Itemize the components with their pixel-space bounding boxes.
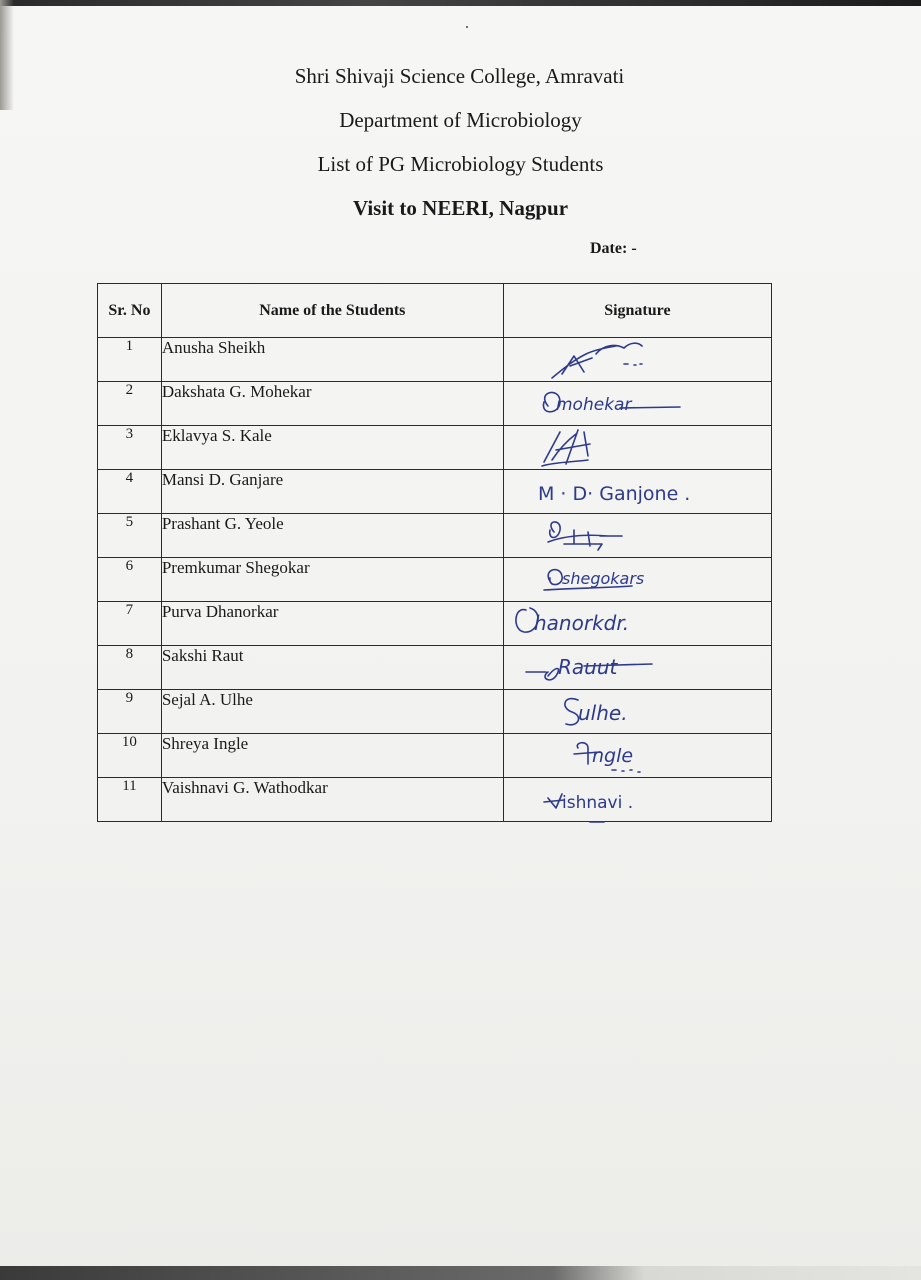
svg-text:mohekar: mohekar	[555, 395, 632, 415]
signature-image	[504, 778, 772, 821]
department-name: Department of Microbiology	[339, 108, 582, 132]
svg-text:ishnavi .: ishnavi .	[561, 793, 633, 813]
table-row	[98, 514, 772, 558]
column-header-name: Name of the Students	[161, 284, 503, 338]
svg-text:shegokars: shegokars	[561, 569, 645, 588]
signature-image	[504, 426, 772, 469]
signature-cell	[503, 734, 771, 778]
student-name: Purva Dhanorkar	[161, 602, 503, 646]
student-name: Anusha Sheikh	[161, 338, 503, 382]
table-row	[98, 426, 772, 470]
signature-image	[504, 646, 772, 689]
student-name: Sakshi Raut	[161, 646, 503, 690]
signature-image	[504, 382, 772, 425]
table-row	[98, 602, 772, 646]
table-row	[98, 690, 772, 734]
signature-image	[504, 470, 772, 513]
row-number: 9	[98, 690, 162, 734]
signature-cell	[503, 338, 771, 382]
row-number: 7	[98, 602, 162, 646]
svg-text:M · D· Ganjone .: M · D· Ganjone .	[537, 483, 691, 505]
row-number: 1	[98, 338, 162, 382]
scan-shadow-left	[0, 0, 14, 110]
signature-cell	[503, 778, 771, 822]
row-number: 11	[98, 778, 162, 822]
signature-image	[504, 690, 772, 733]
row-number: 3	[98, 426, 162, 470]
signature-cell	[503, 690, 771, 734]
svg-text:hanorkdr.: hanorkdr.	[533, 611, 629, 635]
signature-cell	[503, 558, 771, 602]
list-title: List of PG Microbiology Students	[317, 152, 604, 176]
student-name: Premkumar Shegokar	[161, 558, 503, 602]
signature-image	[504, 514, 772, 557]
students-table	[97, 283, 772, 822]
signature-image	[504, 602, 772, 645]
student-name: Sejal A. Ulhe	[161, 690, 503, 734]
row-number: 8	[98, 646, 162, 690]
column-header-sr-no: Sr. No	[98, 284, 162, 338]
student-name: Dakshata G. Mohekar	[161, 382, 503, 426]
signature-cell	[503, 514, 771, 558]
table-row	[98, 646, 772, 690]
table-row	[98, 778, 772, 822]
student-name: Eklavya S. Kale	[161, 426, 503, 470]
table-row	[98, 470, 772, 514]
table-row	[98, 558, 772, 602]
table-header-row	[98, 284, 772, 338]
student-name: Mansi D. Ganjare	[161, 470, 503, 514]
row-number: 2	[98, 382, 162, 426]
svg-text:Rauut: Rauut	[557, 655, 618, 679]
signature-image	[504, 338, 772, 381]
column-header-signature: Signature	[503, 284, 771, 338]
row-number: 5	[98, 514, 162, 558]
signature-cell	[503, 602, 771, 646]
signature-cell	[503, 382, 771, 426]
signature-cell	[503, 646, 771, 690]
signature-cell	[503, 426, 771, 470]
student-name: Prashant G. Yeole	[161, 514, 503, 558]
date-label: Date: -	[590, 240, 637, 257]
scan-edge-top	[0, 0, 921, 6]
signature-image	[504, 734, 772, 777]
student-name: Vaishnavi G. Wathodkar	[161, 778, 503, 822]
table-row	[98, 382, 772, 426]
row-number: 6	[98, 558, 162, 602]
row-number: 10	[98, 734, 162, 778]
svg-text:ngle: ngle	[591, 745, 633, 767]
signature-cell	[503, 470, 771, 514]
college-name: Shri Shivaji Science College, Amravati	[294, 64, 625, 88]
visit-title: Visit to NEERI, Nagpur	[352, 196, 569, 220]
scan-edge-bottom	[0, 1266, 921, 1280]
signature-image	[504, 558, 772, 601]
svg-text:ulhe.: ulhe.	[577, 701, 628, 725]
student-name: Shreya Ingle	[161, 734, 503, 778]
table-row	[98, 338, 772, 382]
row-number: 4	[98, 470, 162, 514]
table-row	[98, 734, 772, 778]
scan-speck	[466, 26, 468, 28]
